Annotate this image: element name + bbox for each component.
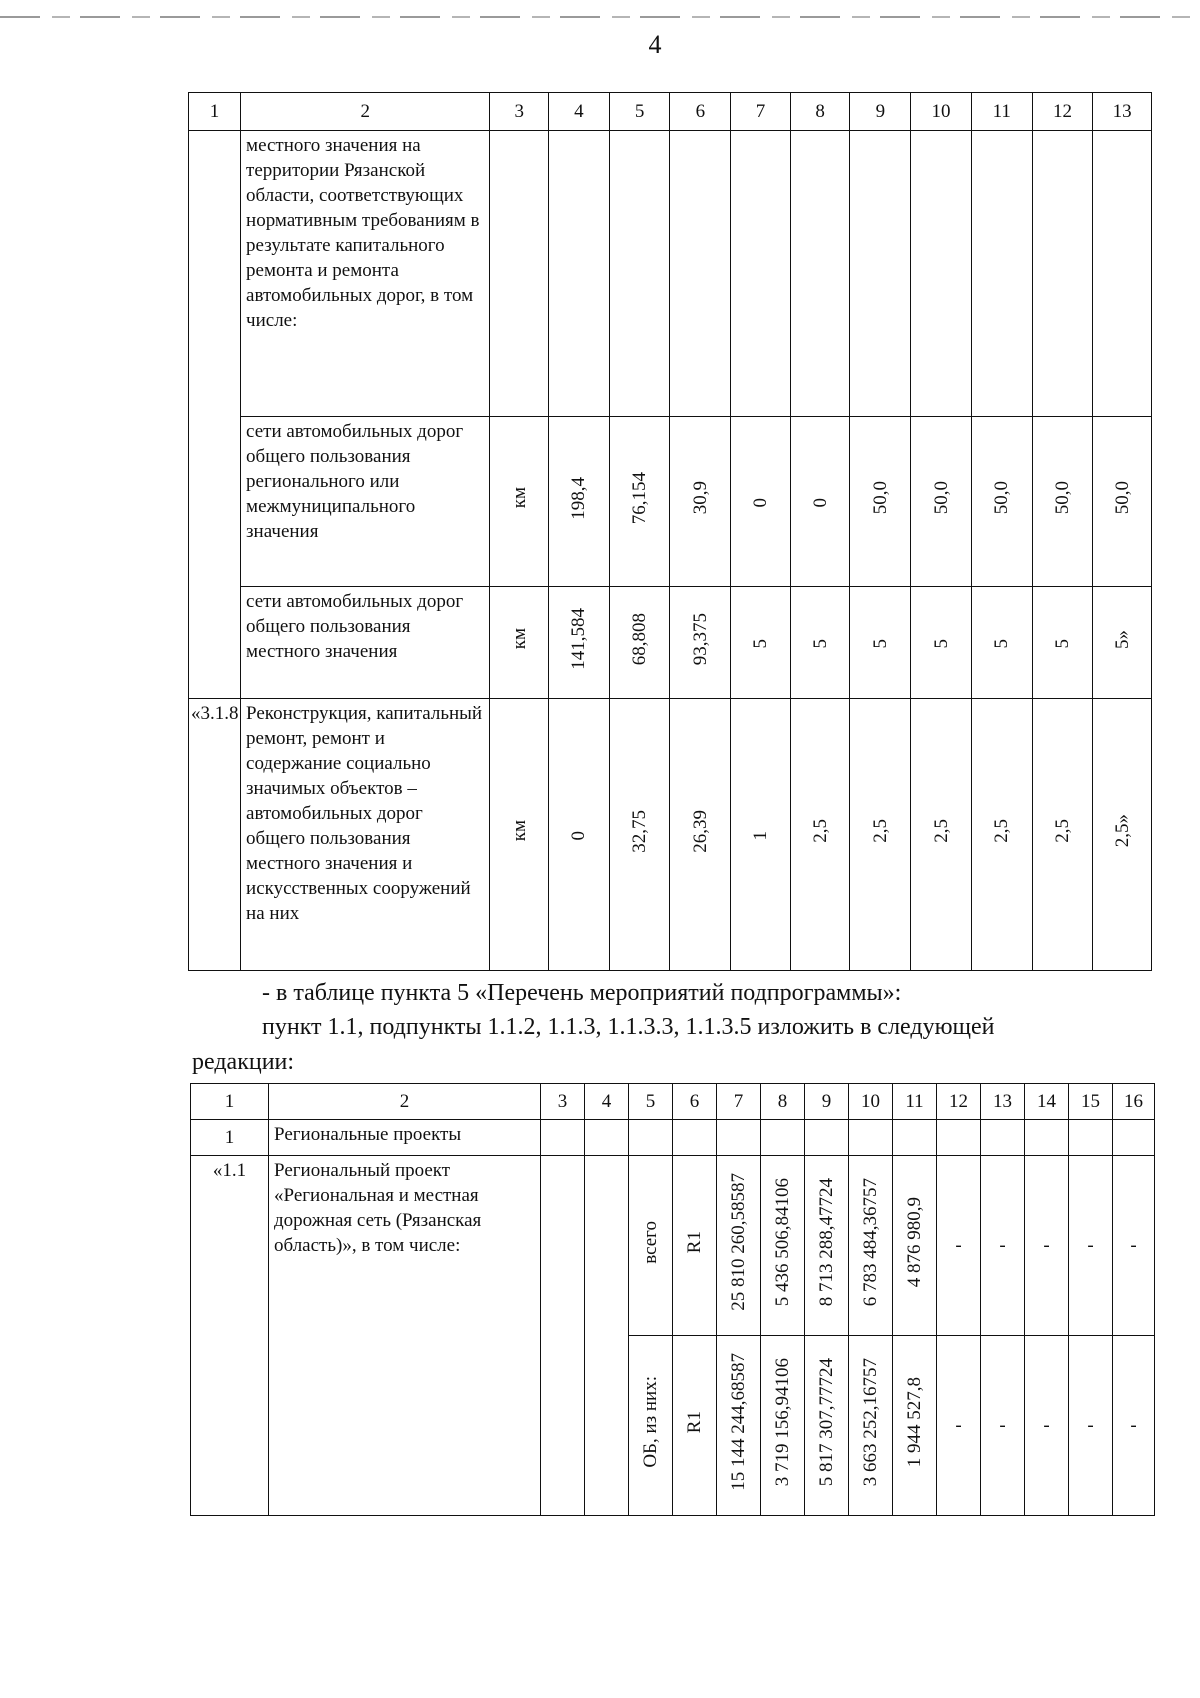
- cell-value: 50,0: [930, 481, 952, 515]
- col-header: 7: [717, 1084, 761, 1120]
- row-number: «3.1.8: [189, 699, 241, 971]
- cell-value: 3 663 252,16757: [860, 1357, 881, 1487]
- col-header: 1: [191, 1084, 269, 1120]
- col-header: 7: [731, 93, 791, 131]
- cell-value: 5»: [1111, 629, 1133, 649]
- funding-source: всего: [640, 1220, 661, 1264]
- cell-value: 1: [749, 830, 771, 840]
- col-header: 6: [673, 1084, 717, 1120]
- col-header: 11: [971, 93, 1032, 131]
- instruction-line-2: пункт 1.1, подпункты 1.1.2, 1.1.3, 1.1.3.3, 1.1.3.5 изложить в следующей: [262, 1014, 995, 1040]
- col-header: 11: [893, 1084, 937, 1120]
- activities-table: [190, 1083, 1155, 1516]
- col-header: 5: [629, 1084, 673, 1120]
- cell-value: -: [1087, 1235, 1094, 1256]
- row-number: «1.1: [191, 1156, 269, 1516]
- col-header: 12: [937, 1084, 981, 1120]
- row-name: Региональный проект «Региональная и местная дорожная сеть (Рязанская область)», в том числе:: [269, 1156, 541, 1516]
- table-row: [189, 131, 1152, 417]
- cell-value: 50,0: [1051, 481, 1073, 515]
- table-row: [189, 587, 1152, 699]
- row-number-cell: [189, 131, 241, 699]
- col-header: 9: [805, 1084, 849, 1120]
- cell-value: 2,5: [869, 819, 891, 843]
- cell-value: 5: [930, 638, 952, 648]
- cell-value: 5: [869, 638, 891, 648]
- col-header: 1: [189, 93, 241, 131]
- cell-value: 141,584: [568, 608, 590, 670]
- cell-value: 50,0: [1111, 481, 1133, 515]
- budget-code: R1: [684, 1410, 705, 1434]
- col-header: 5: [609, 93, 670, 131]
- section-number: 1: [191, 1120, 269, 1156]
- cell-value: -: [955, 1415, 962, 1436]
- table-row: [189, 699, 1152, 971]
- cell-value: 2,5: [930, 819, 952, 843]
- col-header: 3: [541, 1084, 585, 1120]
- col-header: 10: [849, 1084, 893, 1120]
- cell-value: 93,375: [689, 612, 711, 666]
- cell-value: -: [1043, 1415, 1050, 1436]
- row-name: сети автомобильных дорог общего пользования регионального или межмуниципального значения: [241, 417, 490, 587]
- cell-value: 25 810 260,58587: [728, 1173, 749, 1311]
- cell-value: -: [1130, 1415, 1137, 1436]
- cell-value: 5: [991, 638, 1013, 648]
- cell-value: 2,5: [809, 819, 831, 843]
- col-header: 8: [790, 93, 850, 131]
- cell-value: 5: [809, 638, 831, 648]
- col-header: 13: [981, 1084, 1025, 1120]
- cell-value: 32,75: [629, 809, 651, 853]
- cell-value: -: [1043, 1235, 1050, 1256]
- col-header: 15: [1069, 1084, 1113, 1120]
- col-header: 8: [761, 1084, 805, 1120]
- table-header-row: [189, 93, 1152, 131]
- cell-value: 15 144 244,68587: [728, 1353, 749, 1491]
- cell-value: 5: [1051, 638, 1073, 648]
- col-header: 10: [911, 93, 972, 131]
- funding-source: ОБ, из них:: [640, 1376, 661, 1468]
- cell-value: 3 719 156,94106: [772, 1357, 793, 1487]
- cell-value: 30,9: [689, 481, 711, 515]
- cell-value: -: [955, 1235, 962, 1256]
- col-header: 6: [670, 93, 731, 131]
- cell-value: 198,4: [568, 476, 590, 520]
- cell-value: 76,154: [629, 471, 651, 525]
- page-number: 4: [648, 30, 662, 59]
- section-name: Региональные проекты: [269, 1120, 541, 1156]
- col-header: 4: [549, 93, 610, 131]
- col-header: 13: [1093, 93, 1152, 131]
- cell-value: 0: [809, 497, 831, 507]
- cell-value: -: [999, 1235, 1006, 1256]
- cell-value: -: [1087, 1415, 1094, 1436]
- scan-edge-line: [0, 16, 1200, 18]
- indicators-table: [188, 92, 1152, 971]
- row-name: Реконструкция, капитальный ремонт, ремонт и содержание социально значимых объектов – автомобильных дорог общего пользования местного значения и искусственных сооружений на них: [241, 699, 490, 971]
- budget-code: R1: [684, 1230, 705, 1254]
- col-header: 2: [241, 93, 490, 131]
- cell-value: 4 876 980,9: [904, 1196, 925, 1288]
- cell-value: 0: [568, 830, 590, 840]
- cell-value: -: [1130, 1235, 1137, 1256]
- cell-value: 8 713 288,47724: [816, 1177, 837, 1307]
- table-row: [191, 1156, 1155, 1336]
- cell-value: 6 783 484,36757: [860, 1177, 881, 1307]
- row-name: местного значения на территории Рязанской области, соответствующих нормативным требованиям в результате капитального ремонта и ремонта автомобильных дорог, в том числе:: [241, 131, 490, 417]
- instruction-line-3: редакции:: [192, 1049, 295, 1075]
- cell-value: 2,5: [1051, 819, 1073, 843]
- table-header-row: [191, 1084, 1155, 1120]
- cell-value: 68,808: [629, 612, 651, 666]
- cell-value: 1 944 527,8: [904, 1376, 925, 1468]
- col-header: 2: [269, 1084, 541, 1120]
- cell-value: 26,39: [689, 809, 711, 853]
- col-header: 16: [1113, 1084, 1155, 1120]
- cell-value: 5: [749, 638, 771, 648]
- unit-value: км: [508, 487, 530, 509]
- cell-value: 50,0: [869, 481, 891, 515]
- col-header: 12: [1032, 93, 1093, 131]
- section-row: [191, 1120, 1155, 1156]
- col-header: 4: [585, 1084, 629, 1120]
- cell-value: 5 817 307,77724: [816, 1357, 837, 1487]
- cell-value: -: [999, 1415, 1006, 1436]
- cell-value: 0: [749, 497, 771, 507]
- cell-value: 2,5»: [1111, 814, 1133, 848]
- col-header: 3: [490, 93, 549, 131]
- cell-value: 2,5: [991, 819, 1013, 843]
- col-header: 9: [850, 93, 911, 131]
- unit-value: км: [508, 820, 530, 842]
- instruction-line-1: - в таблице пункта 5 «Перечень мероприятий подпрограммы»:: [262, 980, 902, 1006]
- cell-value: 50,0: [991, 481, 1013, 515]
- unit-value: км: [508, 628, 530, 650]
- row-name: сети автомобильных дорог общего пользования местного значения: [241, 587, 490, 699]
- cell-value: 5 436 506,84106: [772, 1177, 793, 1307]
- col-header: 14: [1025, 1084, 1069, 1120]
- table-row: [189, 417, 1152, 587]
